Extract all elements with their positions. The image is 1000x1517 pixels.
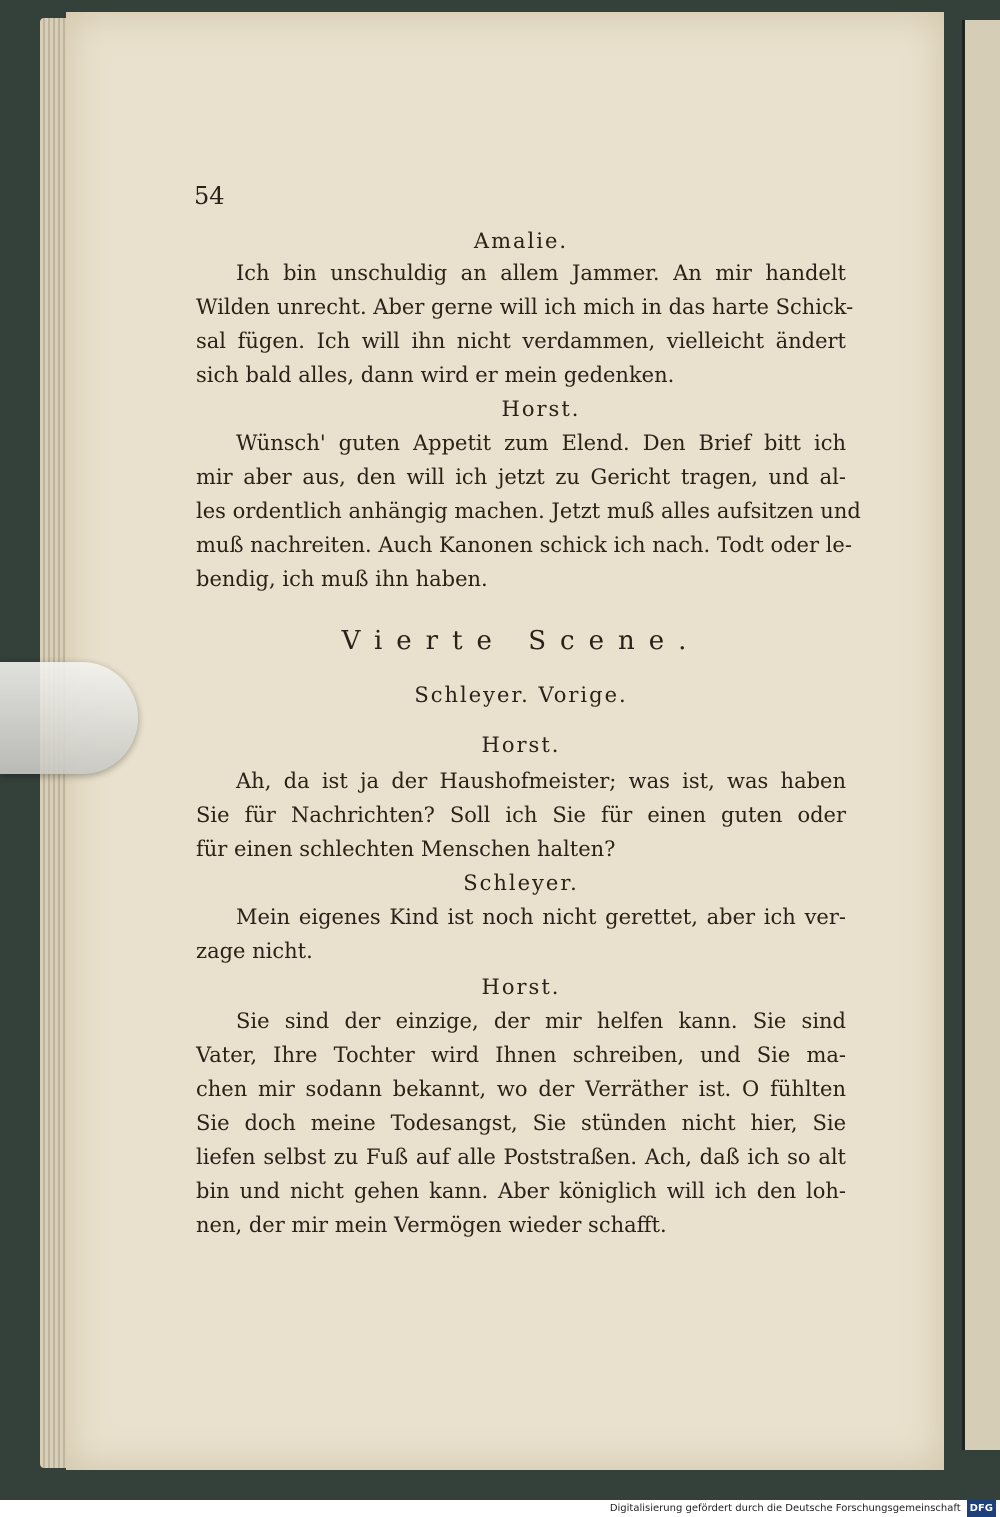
text-line: liefen selbst zu Fuß auf alle Poststraßen. Ach, daß ich so alt [196,1145,846,1169]
text-line: sich bald alles, dann wird er mein gedenken. [196,363,675,387]
text-line: mir aber aus, den will ich jetzt zu Gericht tragen, und al- [196,465,846,489]
text-line: nen, der mir mein Vermögen wieder schafft. [196,1213,667,1237]
text-line: Sie doch meine Todesangst, Sie stünden nicht hier, Sie [196,1111,846,1135]
dfg-logo: DFG [967,1500,996,1517]
page-number: 54 [194,182,225,210]
text-line: Ich bin unschuldig an allem Jammer. An mir handelt [236,261,846,285]
text-line: bin und nicht gehen kann. Aber königlich will ich den loh- [196,1179,846,1203]
text-line: muß nachreiten. Auch Kanonen schick ich nach. Todt oder le- [196,533,852,557]
text-line: zage nicht. [196,939,313,963]
speaker-horst: Horst. [481,975,561,999]
footer-bar [0,1500,1000,1517]
text-line: les ordentlich anhängig machen. Jetzt muß alles aufsitzen und [196,499,861,523]
text-line: Vater, Ihre Tochter wird Ihnen schreiben, und Sie ma- [196,1043,846,1067]
text-line: sal fügen. Ich will ihn nicht verdammen, vielleicht ändert [196,329,846,353]
text-line: bendig, ich muß ihn haben. [196,567,488,591]
text-line: Wilden unrecht. Aber gerne will ich mich in das harte Schick- [196,295,854,319]
text-line: Wünsch' guten Appetit zum Elend. Den Brief bitt ich [236,431,846,455]
text-line: Sie für Nachrichten? Soll ich Sie für einen guten oder [196,803,846,827]
speaker-horst: Horst. [481,733,561,757]
page-clip [0,662,138,774]
text-line: Ah, da ist ja der Haushofmeister; was ist, was haben [236,769,846,793]
speaker-schleyer: Schleyer. [463,871,579,895]
text-line: Mein eigenes Kind ist noch nicht gerettet, aber ich ver- [236,905,846,929]
speaker-horst: Horst. [501,397,581,421]
next-page-edge [962,20,1000,1450]
footer-credit: Digitalisierung gefördert durch die Deutsche Forschungsgemeinschaft [609,1503,961,1514]
text-line: chen mir sodann bekannt, wo der Verräther ist. O fühlten [196,1077,846,1101]
speaker-amalie: Amalie. [473,229,569,253]
stage-direction: Schleyer. Vorige. [414,683,628,707]
text-line: Sie sind der einzige, der mir helfen kann. Sie sind [236,1009,846,1033]
scene-heading: Vierte Scene. [341,626,701,656]
text-line: für einen schlechten Menschen halten? [196,837,616,861]
